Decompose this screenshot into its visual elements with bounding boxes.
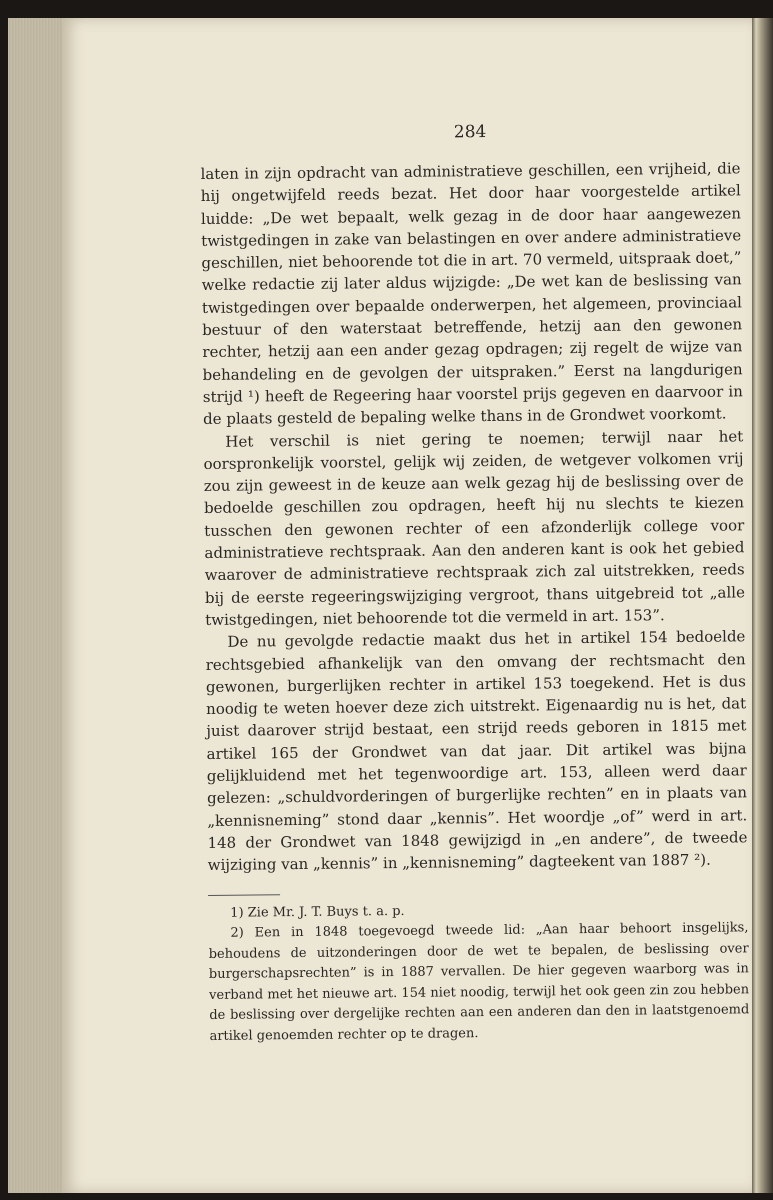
body-paragraph: De nu gevolgde redactie maakt dus het in artikel 154 bedoelde rechtsgebied afhankelijk van den omvang der rechtsmacht den gewonen, burgerlijken rechter in artikel 153 toegekend. Het is dus noodig te weten hoever deze zich uitstrekt. Eigenaardig nu is het, dat juist daarover strijd bestaat, een strijd reeds geboren in 1815 met artikel 165 der Grondwet van dat jaar. Dit artikel was bijna gelijkluidend met het tegenwoordige art. 153, alleen werd daar gelezen: „schuldvorderingen of burgerlijke rechten” en in plaats van „kennisneming” stond daar „kennis”. Het woordje „of” werd in art. 148 der Grondwet van 1848 gewijzigd in „en andere”, de tweede wijziging van „kennis” in „kennisneming” dagteekent van 1887 ²).: [205, 627, 748, 875]
footnote-rule: [208, 894, 280, 896]
book-binding-edge: [752, 18, 773, 1193]
footnote: 2) Een in 1848 toegevoegd tweede lid: „Aan haar behoort insgelijks, behoudens de uitzonderingen door de wet te bepalen, de beslissing over burgerschapsrechten” is in 1887 vervallen. De hier gegeven waarborg was in verband met het nieuwe art. 154 niet noodig, terwijl het ook geen zin zou hebben de beslissing over dergelijke rechten aan een anderen dan den in laatstgenoemd artikel genoemden rechter op te dragen.: [208, 920, 750, 1044]
page-number: 284: [453, 122, 487, 143]
body-paragraph: Het verschil is niet gering te noemen; terwijl naar het oorspronkelijk voorstel, gelijk wij zeiden, de wetgever volkomen vrij zou zijn geweest in de keuze aan welk gezag hij de beslissing over de bedoelde geschillen zou opdragen, heeft hij nu slechts te kiezen tusschen den gewonen rechter of een afzonderlijk college voor administratieve rechtspraak. Aan den anderen kant is ook het gebied waarover de administratieve rechtspraak zich zal uitstrekken, reeds bij de eerste regeeringswijziging vergroot, thans uitgebreid tot „alle twistgedingen, niet behoorende tot die vermeld in art. 153”.: [203, 426, 746, 629]
page-stack-edge: [8, 18, 69, 1193]
body-paragraph: laten in zijn opdracht van administratieve geschillen, een vrijheid, die hij ongetwijfeld reeds bezat. Het door haar voorgestelde artikel luidde: „De wet bepaalt, welk gezag in de door haar aangewezen twistgedingen in zake van belastingen en over andere administratieve geschillen, niet behoorende tot die in art. 70 vermeld, uitspraak doet,” welke redactie zij later aldus wijzigde: „De wet kan de beslissing van twistgedingen over bepaalde onderwerpen, het algemeen, provinciaal bestuur of den waterstaat betreffende, hetzij aan den gewonen rechter, hetzij aan een ander gezag opdragen; zij regelt de wijze van behandeling en de gevolgen der uitspraken.” Eerst na langdurigen strijd ¹) heeft de Regeering haar voorstel prijs gegeven en daarvoor in de plaats gesteld de bepaling welke thans in de Grondwet voorkomt.: [200, 159, 743, 429]
footnote: 1) Zie Mr. J. T. Buys t. a. p.: [230, 903, 405, 921]
page-text: [200, 119, 750, 1047]
